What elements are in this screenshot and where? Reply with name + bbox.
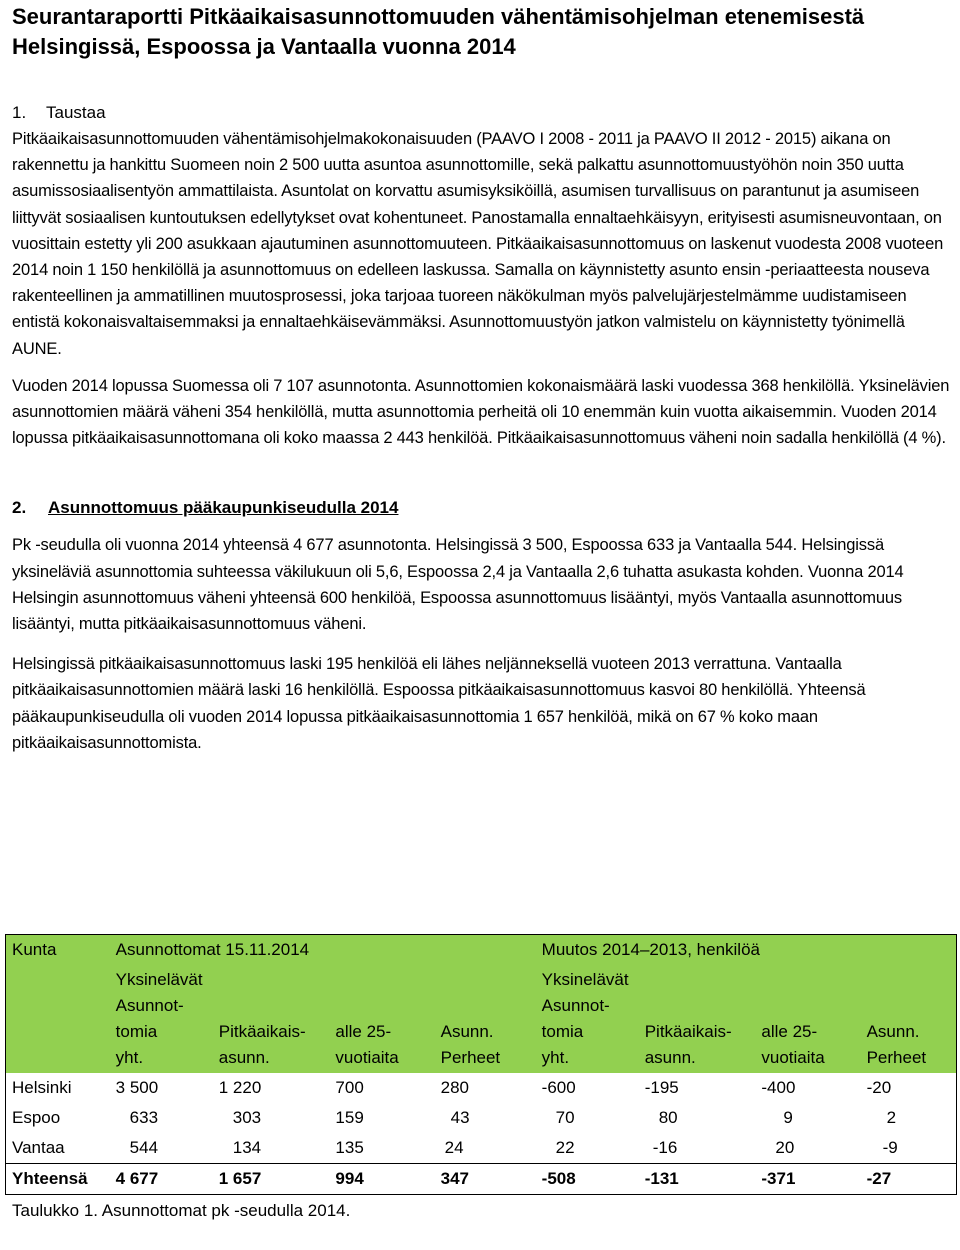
data-table [5,934,957,1195]
row-helsinki-kunta: Helsinki [12,1078,72,1097]
cell: 4 677 [110,1164,213,1195]
section-1-heading [12,100,957,126]
table-row-total [6,1164,957,1195]
table-caption: Taulukko 1. Asunnottomat pk -seudulla 2014. [12,1201,351,1220]
cell: 9 [783,1108,793,1127]
cell: 134 [232,1138,262,1157]
document-page [12,0,957,756]
cell: -195 [644,1078,679,1097]
subheader-alle25-2-line2: vuotiaita [761,1048,825,1067]
cell: 159 [335,1108,364,1127]
header-group-asunnottomat: Asunnottomat 15.11.2014 [110,935,536,966]
cell: 22 [555,1138,575,1157]
section-2-paragraph-2: Helsingissä pitkäaikaisasunnottomuus laski 195 henkilöä eli lähes neljänneksellä vuoteen 2013 verrattuna. Vantaalla pitkäaikaisasunnottomien määrä laski 16 henkilöllä. Espoossa pitkäaikaisasunnottomuus kasvoi 80 henkilöllä. Yhteensä pääkaupunkiseudulla oli vuoden 2014 lopussa pitkäaikaisasunnottomia 1 657 henkilöä, mikä on 67 % koko maan pitkäaikaisasunnottomista. [12,655,866,752]
table-row [6,1103,957,1133]
section-2-paragraph-1: Pk -seudulla oli vuonna 2014 yhteensä 4 677 asunnotonta. Helsingissä 3 500, Espoossa 633 ja Vantaalla 544. Helsingissä yksineläviä asunnottomia suhteessa väkilukuun oli 5,6, Espoossa 2,4 ja Vantaalla 2,6 tuhatta asukasta kohden. Vuonna 2014 Helsingin asunnottomuus väheni yhteensä 600 henkilöä, Espoossa asunnottomuus lisääntyi, myös Vantaalla asunnottomuus lisääntyi, mutta pitkäaikaisasunnottomuus väheni. [12,536,904,634]
section-1-paragraph-1: Pitkäaikaisasunnottomuuden vähentämisohjelmakokonaisuuden (PAAVO I 2008 - 2011 ja PAAVO II 2012 - 2015) aikana on rakennettu ja hankittu Suomeen noin 2 500 uutta asuntoa asunnottomille, sekä palkattu asunnottomuustyöhön noin 350 uutta asumissosiaalisentyön ammattilaista. Asuntolat on korvattu asumisyksiköillä, asumisen turvallisuus on parantunut ja asumiseen liittyvät sosiaalisen kuntoutuksen edellytykset ovat kohentuneet. Panostamalla ennaltaehkäisyyn, erityisesti asumisneuvontaan, on vuosittain estetty yli 200 asukkaan ajautuminen asunnottomuuteen. Pitkäaikaisasunnottomuus on laskenut vuodesta 2008 vuoteen 2014 noin 1 150 henkilöllä ja asunnottomuus on edelleen laskussa. Samalla on käynnistetty asunto ensin -periaatteesta nouseva rakenteellinen ja ammatillinen muutosprosessi, joka tarjoaa tuoreen näkökulman myös palvelujärjestelmämme uudistamiseen entistä kokonaisvaltaisemmaksi ja ennaltaehkäisevämmäksi. Asunnottomuustyön jatkon valmistelu on käynnistetty työnimellä AUNE. [12,130,944,358]
cell: 43 [450,1108,470,1127]
subheader-perheet-1 [435,965,536,1073]
subheader-pitkaaikais-2 [639,965,756,1073]
subheader-yksinelavat2-line2: Asunnot- [541,996,610,1015]
subheader-perheet-line2: Perheet [440,1048,501,1067]
subheader-yksinelavat2-line1: Yksinelävät [541,970,629,989]
subheader-alle25-1 [329,965,434,1073]
header-kunta: Kunta [6,935,110,966]
cell: -9 [882,1138,898,1157]
section-1-paragraph-2: Vuoden 2014 lopussa Suomessa oli 7 107 asunnotonta. Asunnottomien kokonaismäärä laski vuodessa 368 henkilöllä. Yksinelävien asunnottomien määrä väheni 354 henkilöllä, mutta asunnottomia perheitä oli 10 enemmän kuin vuotta aikaisemmin. Vuoden 2014 lopussa pitkäaikaisasunnottomana oli koko maassa 2 443 henkilöä. Pitkäaikaisasunnottomuus väheni noin sadalla henkilöllä (4 %). [12,376,950,448]
cell: -27 [861,1164,957,1195]
table-row [6,1073,957,1103]
subheader-empty [6,965,110,1073]
section-2-title: Asunnottomuus pääkaupunkiseudulla 2014 [48,498,399,518]
section-2-number: 2. [12,498,27,518]
subheader-perheet2-line1: Asunn. [866,1022,920,1041]
cell: 633 [129,1108,159,1127]
subheader-yksinelavat-line1: Yksinelävät [115,970,203,989]
section-1-number: 1. [12,103,27,122]
cell: 1 220 [218,1078,262,1097]
table-row [6,1133,957,1164]
subheader-yksinelavat-line4: yht. [115,1048,144,1067]
section-2-heading [12,495,957,521]
cell: 347 [435,1164,536,1195]
cell: -400 [761,1078,796,1097]
cell: 544 [129,1138,159,1157]
subheader-yksinelavat-line3: tomia [115,1022,158,1041]
cell: 2 [886,1108,897,1127]
cell: 80 [658,1108,678,1127]
cell: 303 [232,1108,262,1127]
cell: 24 [444,1138,464,1157]
subheader-perheet-2 [861,965,957,1073]
subheader-perheet2-line2: Perheet [866,1048,927,1067]
cell: -131 [639,1164,756,1195]
subheader-alle25-2 [755,965,860,1073]
subheader-pitkaaikais-line2: asunn. [218,1048,270,1067]
subheader-yksinelavat-1 [110,965,213,1073]
subheader-pitkaaikais-1 [213,965,330,1073]
cell: 135 [335,1138,364,1157]
subheader-alle25-line2: vuotiaita [335,1048,399,1067]
subheader-pitkaaikais-line1: Pitkäaikais- [218,1022,306,1041]
section-1-title: Taustaa [46,103,106,122]
cell: 3 500 [115,1078,159,1097]
subheader-alle25-2-line1: alle 25- [761,1022,818,1041]
subheader-perheet-line1: Asunn. [440,1022,494,1041]
cell: 994 [329,1164,434,1195]
subheader-yksinelavat-2 [536,965,639,1073]
subheader-yksinelavat2-line4: yht. [541,1048,570,1067]
row-espoo-kunta: Espoo [12,1108,61,1127]
row-vantaa-kunta: Vantaa [12,1138,65,1157]
subheader-pitkaaikais2-line1: Pitkäaikais- [644,1022,732,1041]
cell: -16 [652,1138,678,1157]
table-subheader-row [6,965,957,1073]
header-group-muutos: Muutos 2014–2013, henkilöä [536,935,957,966]
cell: 1 657 [213,1164,330,1195]
cell: 700 [335,1078,364,1097]
cell: 280 [440,1078,469,1097]
subheader-pitkaaikais2-line2: asunn. [644,1048,696,1067]
cell: -20 [866,1078,892,1097]
table-header-row [6,935,957,966]
row-total-kunta: Yhteensä [6,1164,110,1195]
cell: -371 [755,1164,860,1195]
cell: 20 [775,1138,795,1157]
page-title: Seurantaraportti Pitkäaikaisasunnottomuuden vähentämisohjelman etenemisestä Helsingissä, Espoossa ja Vantaalla vuonna 2014 [12,4,865,59]
cell: 70 [555,1108,575,1127]
subheader-alle25-line1: alle 25- [335,1022,392,1041]
cell: -600 [541,1078,576,1097]
cell: -508 [536,1164,639,1195]
subheader-yksinelavat2-line3: tomia [541,1022,584,1041]
subheader-yksinelavat-line2: Asunnot- [115,996,184,1015]
